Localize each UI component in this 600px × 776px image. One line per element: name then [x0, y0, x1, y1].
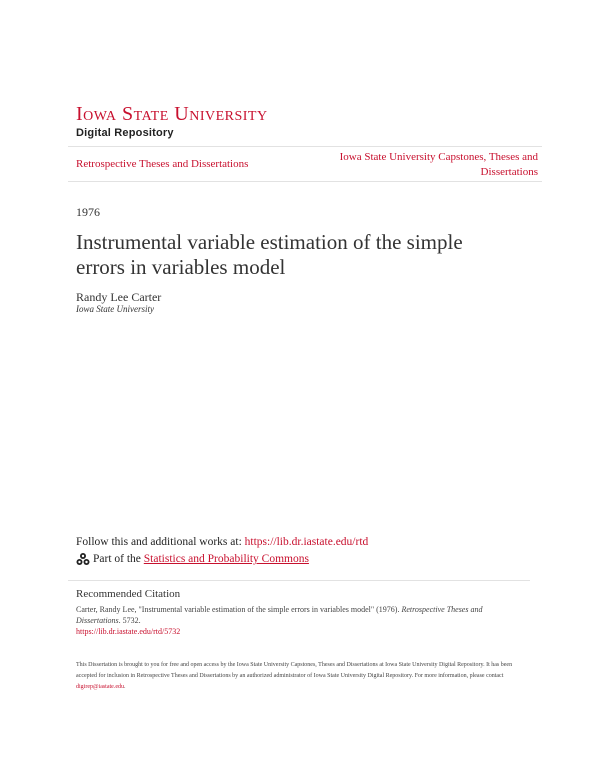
- header-rule-bottom: [68, 181, 542, 182]
- collection-link[interactable]: Retrospective Theses and Dissertations: [76, 158, 249, 170]
- citation-body: Carter, Randy Lee, "Instrumental variable estimation of the simple errors in variables model" (1976).: [76, 605, 402, 614]
- logo-subtitle: Digital Repository: [76, 127, 174, 139]
- capstones-link-line1: Iowa State University Capstones, Theses and: [339, 151, 538, 163]
- access-statement: [76, 660, 526, 693]
- access-statement-text: This Dissertation is brought to you for free and open access by the Iowa State University Capstones, Theses and Dissertations at Iowa State University Digital Repository. It has been accepted for inclusion in Retrospective Theses and Dissertations by an authorized administrator of Iowa State University Digital Repository. For more information, please contact: [76, 662, 513, 679]
- title-line-2: errors in variables model: [76, 255, 286, 279]
- access-statement-end: .: [124, 684, 126, 690]
- citation-series: Retrospective Theses and Dissertations: [76, 605, 483, 625]
- header-rule-top: [68, 146, 542, 147]
- citation-url-link[interactable]: https://lib.dr.iastate.edu/rtd/5732: [76, 627, 181, 636]
- follow-line: [76, 536, 368, 548]
- part-of-line: [76, 552, 309, 566]
- logo-wordmark: Iowa State University: [76, 103, 268, 125]
- author-name: Randy Lee Carter: [76, 290, 162, 304]
- commons-network-icon: [76, 552, 90, 566]
- citation-number: . 5732.: [118, 616, 141, 625]
- document-title: [76, 230, 536, 280]
- statistics-commons-link[interactable]: Statistics and Probability Commons: [143, 553, 309, 565]
- follow-label: Follow this and additional works at:: [76, 536, 245, 548]
- contact-email-link[interactable]: digirep@iastate.edu: [76, 684, 125, 690]
- university-logo[interactable]: [76, 104, 268, 139]
- follow-url-link[interactable]: https://lib.dr.iastate.edu/rtd: [244, 536, 369, 548]
- author-affiliation: Iowa State University: [76, 304, 154, 314]
- capstones-link[interactable]: [300, 150, 538, 180]
- title-line-1: Instrumental variable estimation of the simple: [76, 230, 463, 254]
- capstones-link-line2: Dissertations: [480, 166, 538, 178]
- citation-rule: [68, 580, 530, 581]
- citation-heading: Recommended Citation: [76, 588, 181, 600]
- citation-text: [76, 604, 526, 637]
- publication-year: 1976: [76, 205, 100, 219]
- part-of-label: Part of the: [93, 553, 144, 565]
